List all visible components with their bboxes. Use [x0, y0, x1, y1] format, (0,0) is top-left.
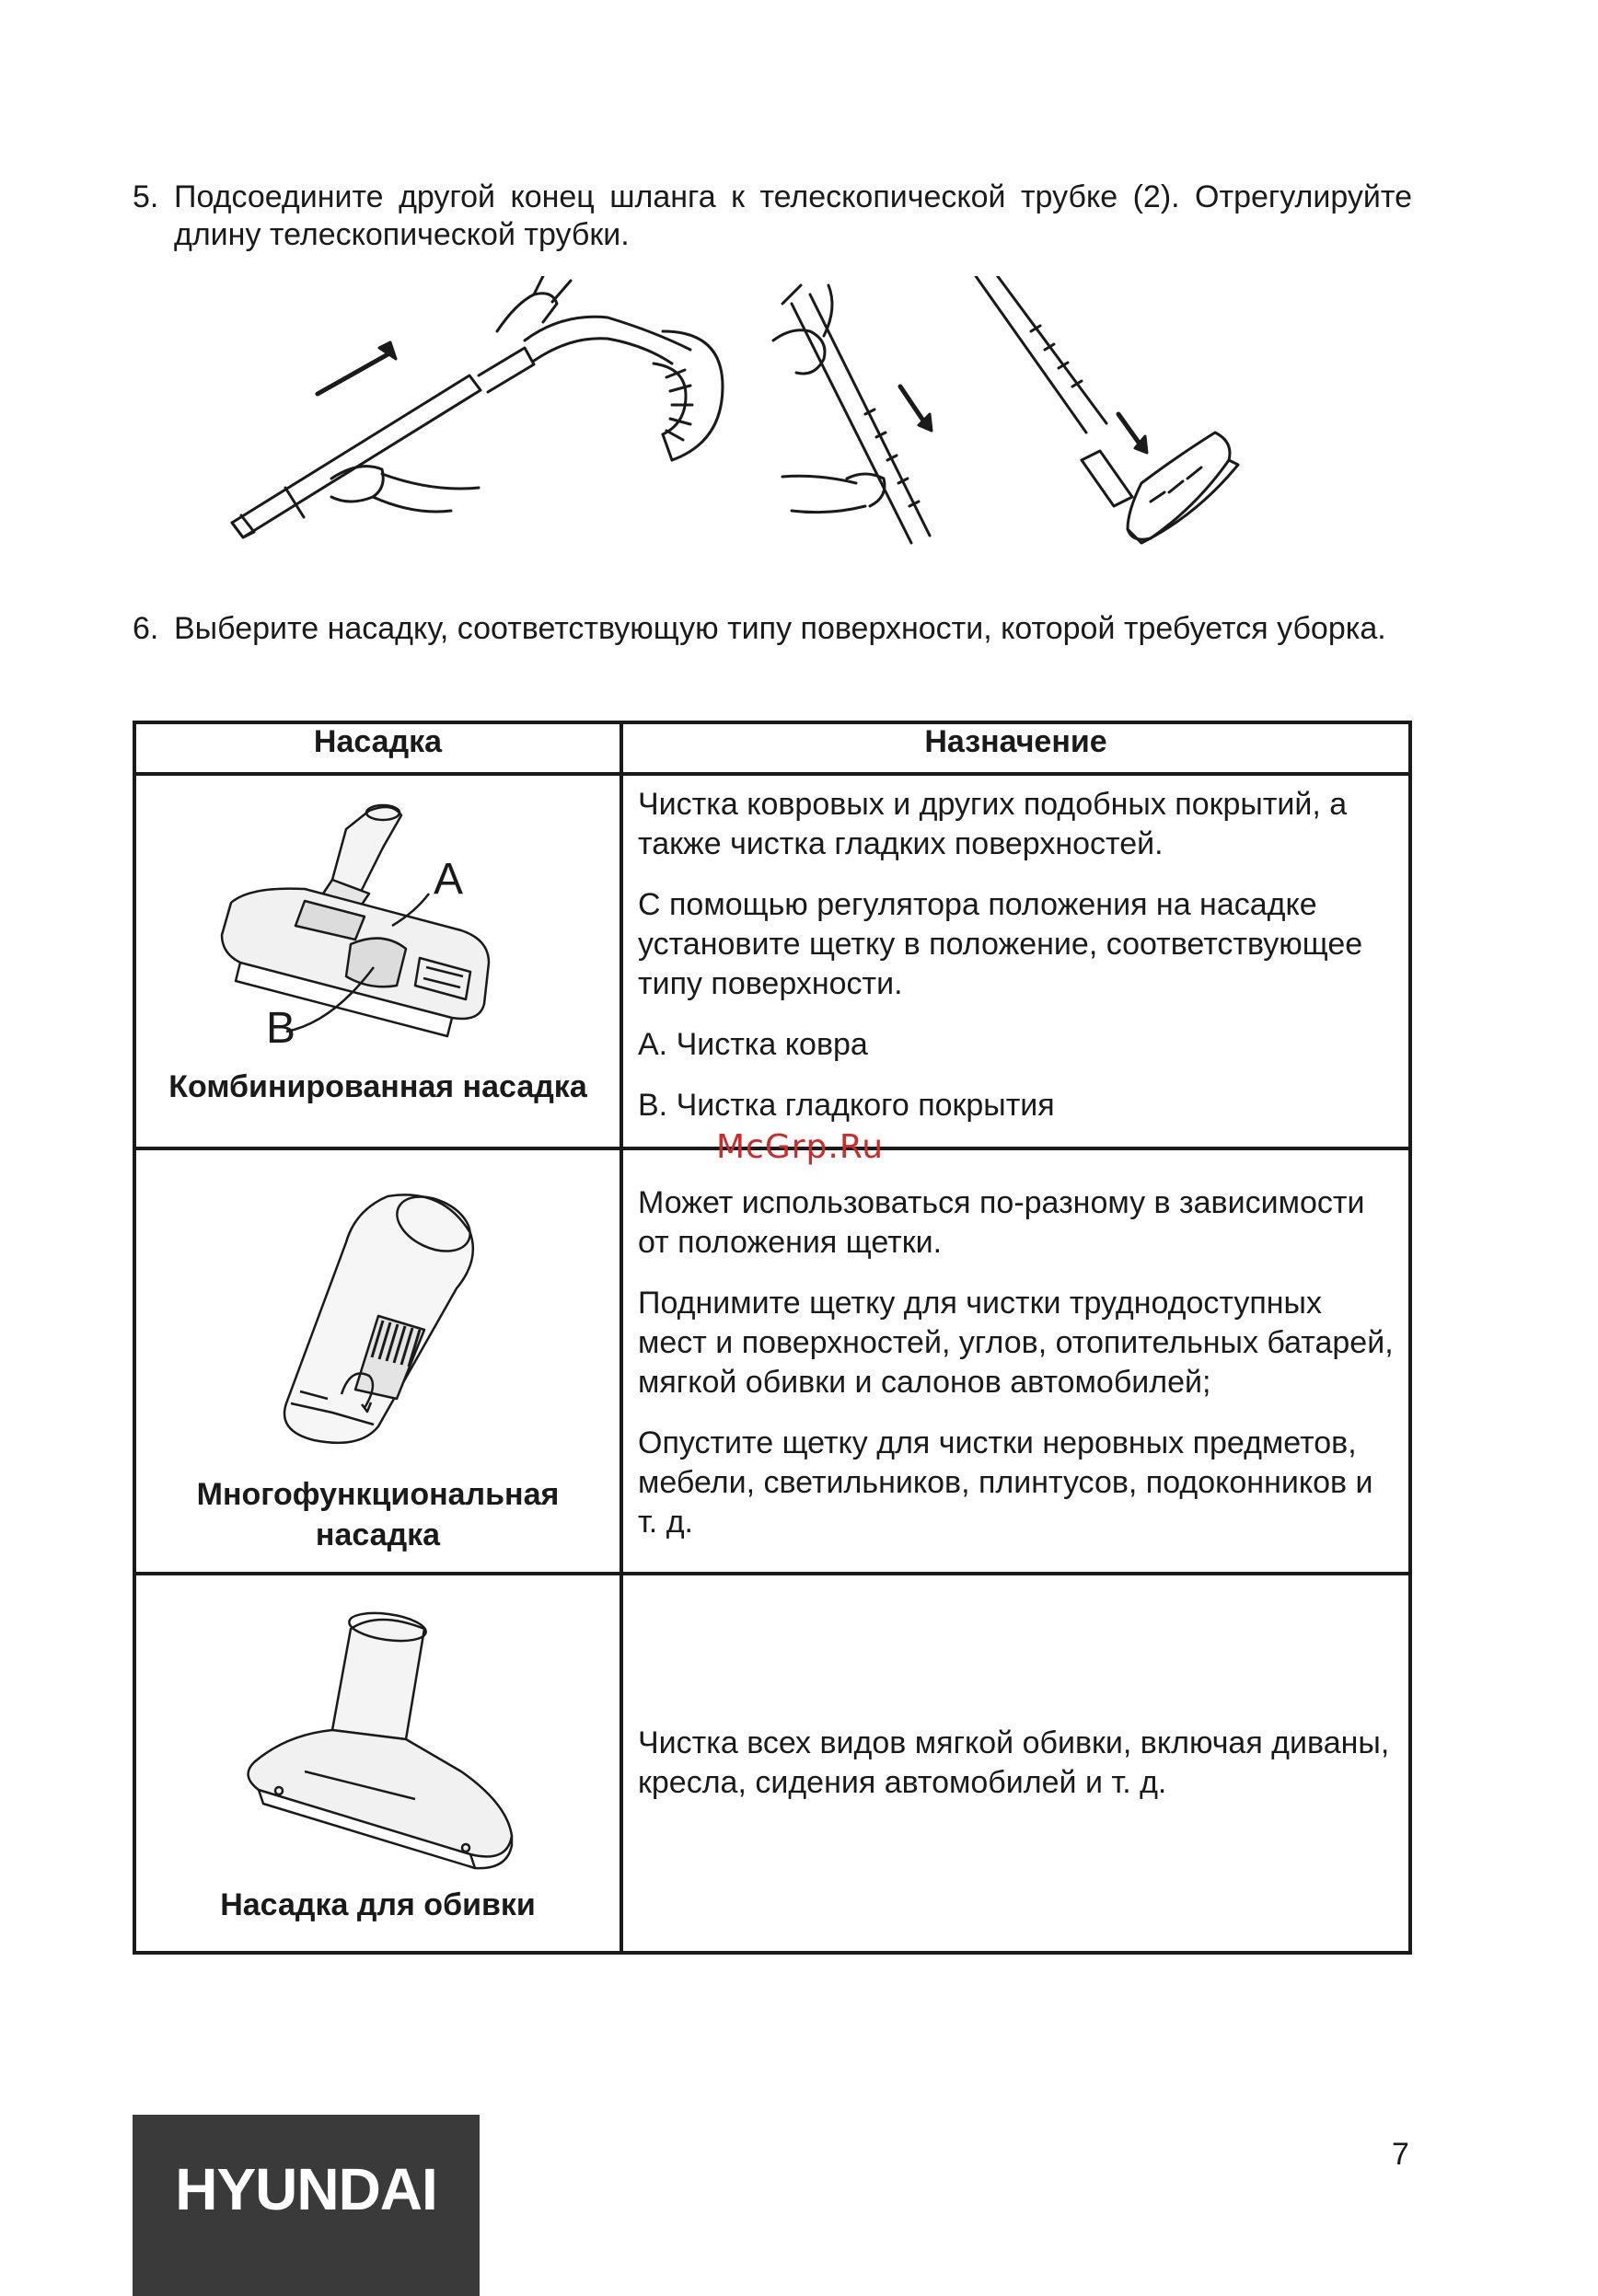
table-row	[134, 1574, 1410, 1953]
purpose-text: Может использоваться по-разному в зависимости от положения щетки.	[638, 1185, 1365, 1260]
brand-logo-box	[133, 2115, 480, 2296]
page-number: 7	[1392, 2137, 1409, 2172]
column-header-purpose: Назначение	[621, 722, 1410, 774]
purpose-cell	[621, 774, 1410, 1148]
combined-nozzle-image	[185, 802, 572, 1059]
step-5	[133, 179, 1412, 254]
step-text: Выберите насадку, соответствующую типу поверхности, которой требуется уборка.	[174, 611, 1386, 646]
step-6	[133, 610, 1412, 648]
multifunction-nozzle-image	[240, 1187, 516, 1454]
upholstery-nozzle-image	[231, 1610, 526, 1877]
label-a: A	[433, 855, 463, 904]
purpose-cell	[621, 1148, 1410, 1574]
purpose-text: A. Чистка ковра	[638, 1027, 868, 1062]
watermark: McGrp.Ru	[716, 1128, 885, 1166]
nozzle-cell	[134, 1148, 621, 1574]
nozzle-cell	[134, 774, 621, 1148]
purpose-text: Чистка ковровых и других подобных покрытий, а также чистка гладких поверхностей.	[638, 787, 1348, 861]
purpose-text: Опустите щетку для чистки неровных предметов, мебели, светильников, плинтусов, подоконников и т. д.	[638, 1425, 1373, 1540]
purpose-text: Поднимите щетку для чистки труднодоступных мест и поверхностей, углов, отопительных батарей, мягкой обивки и салонов автомобилей;	[638, 1286, 1394, 1400]
nozzle-cell	[134, 1574, 621, 1953]
purpose-cell	[621, 1574, 1410, 1953]
label-b: B	[265, 1004, 295, 1053]
nozzle-name: Насадка для обивки	[220, 1887, 536, 1922]
nozzle-name: Многофункциональная насадка	[196, 1477, 560, 1552]
step-number: 6.	[133, 611, 159, 646]
purpose-text: С помощью регулятора положения на насадке установите щетку в положение, соответствующее типу поверхности.	[638, 887, 1363, 1001]
purpose-text: Чистка всех видов мягкой обивки, включая диваны, кресла, сидения автомобилей и т. д.	[638, 1725, 1390, 1800]
table-row	[134, 774, 1410, 1148]
hose-connection-illustration	[221, 276, 1372, 571]
nozzle-table	[133, 721, 1412, 1955]
nozzle-name: Комбинированная насадка	[168, 1069, 587, 1104]
step-number: 5.	[133, 179, 159, 214]
table-row	[134, 1148, 1410, 1574]
table-header-row	[134, 722, 1410, 774]
purpose-text: B. Чистка гладкого покрытия	[638, 1088, 1055, 1123]
brand-logo: HYUNDAI	[175, 2156, 437, 2222]
column-header-nozzle: Насадка	[134, 722, 621, 774]
step-text: Подсоедините другой конец шланга к телескопической трубке (2). Отрегулируйте длину телескопической трубки.	[174, 179, 1412, 252]
